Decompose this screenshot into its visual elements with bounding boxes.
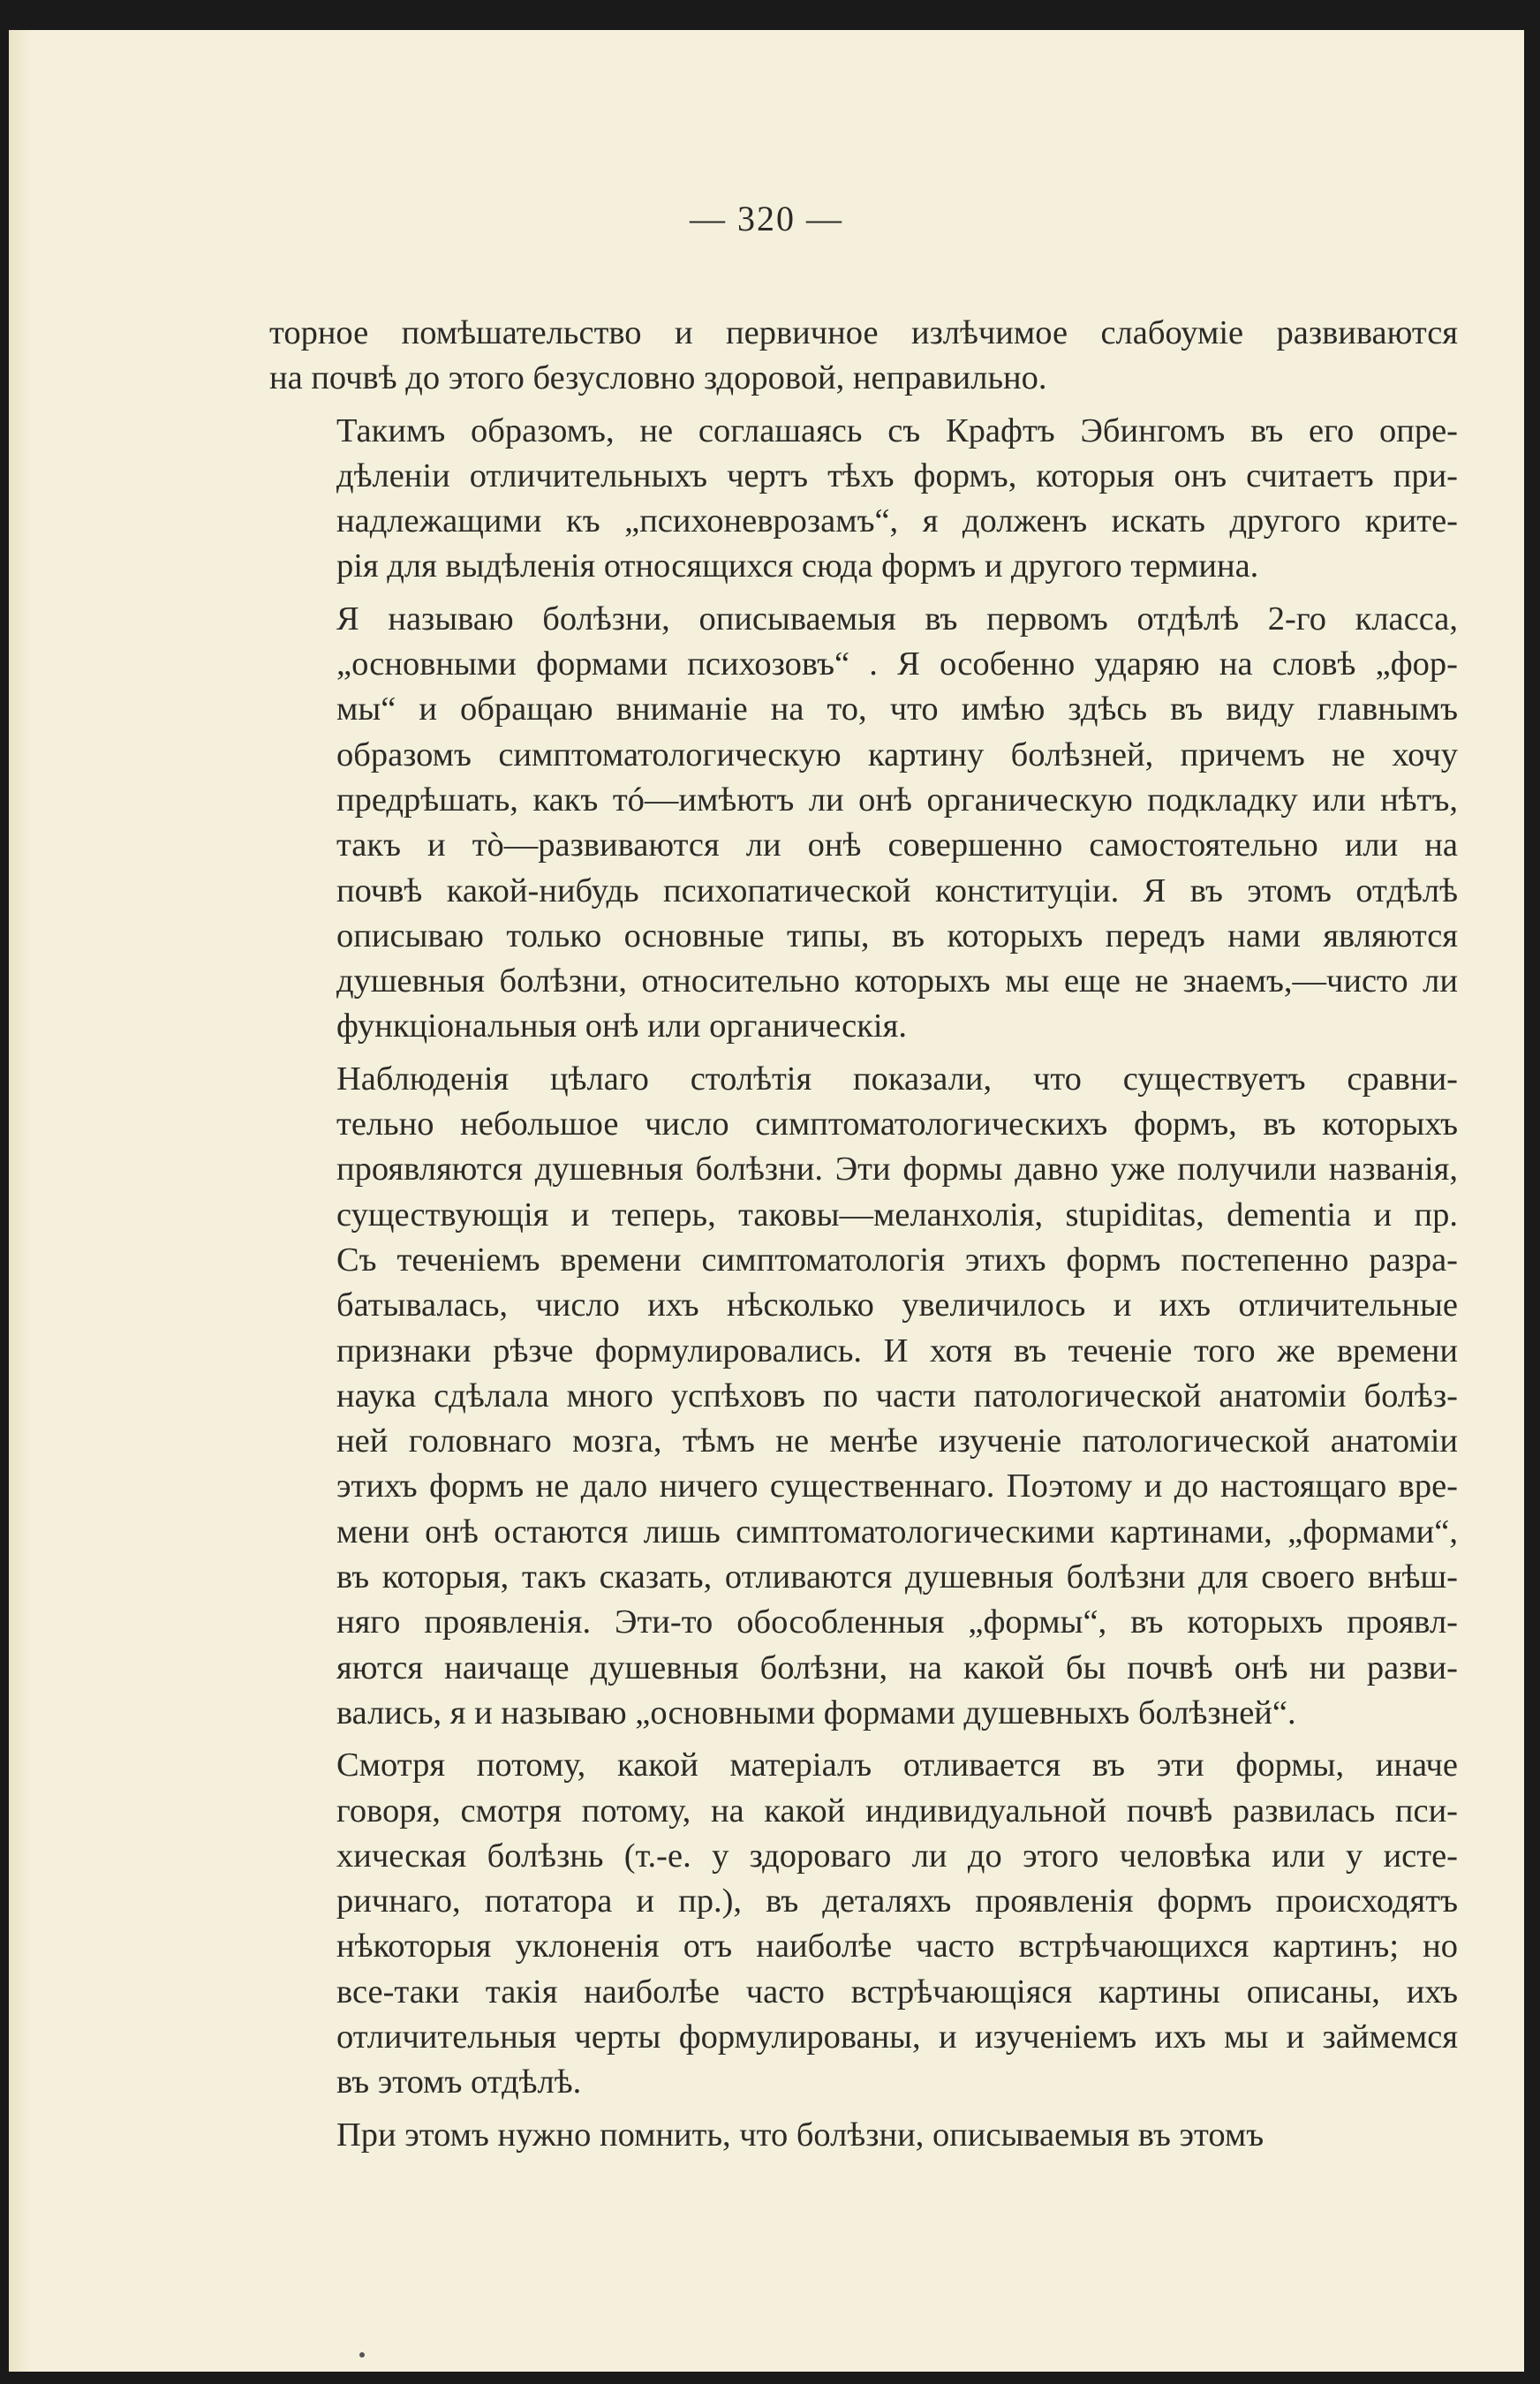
text-line: При этомъ нужно помнить, что болѣзни, описываемыя въ этомъ	[336, 2116, 1264, 2154]
text-line: предрѣшать, какъ тó—имѣютъ ли онѣ органическую подкладку или нѣтъ,	[336, 781, 1458, 819]
text-line: образомъ симптоматологическую картину болѣзней, причемъ не хочу	[336, 736, 1458, 773]
text-line: мы“ и обращаю вниманіе на то, что имѣю здѣсь въ виду главнымъ	[336, 690, 1458, 728]
text-line: надлежащими къ „психоневрозамъ“, я долженъ искать другого крите-	[336, 502, 1458, 540]
paragraph	[269, 1743, 1458, 2105]
text-line: няго проявленія. Эти-то обособленныя „формы“, въ которыхъ проявл-	[336, 1603, 1458, 1641]
text-line: существующія и теперь, таковы—меланхолія, stupiditas, dementia и пр.	[336, 1196, 1458, 1233]
text-line: батывалась, число ихъ нѣсколько увеличилось и ихъ отличительные	[336, 1286, 1458, 1324]
text-line: дѣленіи отличительныхъ чертъ тѣхъ формъ, которыя онъ считаетъ при-	[336, 456, 1458, 494]
text-line: душевныя болѣзни, относительно которыхъ мы еще не знаемъ,—чисто ли	[336, 962, 1458, 1000]
text-line: ней головнаго мозга, тѣмъ не менѣе изученіе патологической анатоміи	[336, 1422, 1458, 1460]
text-line: функціональныя онѣ или органическія.	[336, 1007, 907, 1045]
text-line: въ этомъ отдѣлѣ.	[336, 2063, 582, 2101]
text-line: рія для выдѣленія относящихся сюда формъ и другого термина.	[336, 547, 1259, 585]
page-number: — 320 —	[690, 199, 843, 238]
text-line: мени онѣ остаются лишь симптоматологическими картинами, „формами“,	[336, 1513, 1458, 1550]
text-line: Съ теченіемъ времени симптоматологія этихъ формъ постепенно разра-	[336, 1241, 1458, 1279]
text-line: этихъ формъ не дало ничего существеннаго. Поэтому и до настоящаго вре-	[336, 1467, 1458, 1505]
text-line: нѣкоторыя уклоненія отъ наиболѣе часто встрѣчающихся картинъ; но	[336, 1928, 1458, 1965]
text-line: въ которыя, такъ сказать, отливаются душевныя болѣзни для своего внѣш-	[336, 1558, 1458, 1596]
paragraph	[269, 311, 1458, 402]
text-line: вались, я и называю „основными формами душевныхъ болѣзней“.	[336, 1694, 1296, 1731]
text-line: на почвѣ до этого безусловно здоровой, неправильно.	[269, 359, 1047, 397]
paragraph	[269, 1057, 1458, 1736]
ink-speck	[359, 2352, 365, 2358]
paragraph	[269, 2113, 1458, 2158]
text-line: описываю только основные типы, въ которыхъ передъ нами являются	[336, 917, 1458, 954]
text-line: говоря, смотря потому, на какой индивидуальной почвѣ развилась пси-	[336, 1792, 1458, 1829]
paragraph	[269, 597, 1458, 1050]
text-line: признаки рѣзче формулировались. И хотя въ теченіе того же времени	[336, 1332, 1458, 1369]
text-line: наука сдѣлала много успѣховъ по части патологической анатоміи болѣз-	[336, 1377, 1458, 1415]
text-line: Такимъ образомъ, не соглашаясь съ Крафтъ Эбингомъ въ его опре-	[336, 411, 1458, 449]
text-line: такъ и тò—развиваются ли онѣ совершенно самостоятельно или на	[336, 826, 1458, 864]
text-line: Я называю болѣзни, описываемыя въ первомъ отдѣлѣ 2-го класса,	[336, 600, 1458, 637]
text-line: Наблюденія цѣлаго столѣтія показали, что существуетъ сравни-	[336, 1060, 1458, 1098]
text-line: тельно небольшое число симптоматологическихъ формъ, въ которыхъ	[336, 1105, 1458, 1143]
text-line: почвѣ какой-нибудь психопатической конституціи. Я въ этомъ отдѣлѣ	[336, 871, 1458, 909]
text-line: проявляются душевныя болѣзни. Эти формы давно уже получили названія,	[336, 1151, 1458, 1188]
text-line: хическая болѣзнь (т.-е. у здороваго ли до этого человѣка или у исте-	[336, 1837, 1458, 1875]
paragraph	[269, 409, 1458, 590]
page-sheet	[9, 30, 1524, 2372]
text-line: Смотря потому, какой матеріалъ отливается въ эти формы, иначе	[336, 1747, 1458, 1784]
text-line: яются наичаще душевныя болѣзни, на какой бы почвѣ онѣ ни разви-	[336, 1648, 1458, 1686]
text-line: торное помѣшательство и первичное излѣчимое слабоуміе развиваются	[269, 314, 1458, 351]
text-line: „основными формами психозовъ“ . Я особенно ударяю на словѣ „фор-	[336, 645, 1458, 683]
text-line: отличительныя черты формулированы, и изученіемъ ихъ мы и займемся	[336, 2018, 1458, 2056]
text-line: все-таки такія наиболѣе часто встрѣчающіяся картины описаны, ихъ	[336, 1973, 1458, 2011]
text-body	[269, 311, 1458, 2165]
text-line: ричнаго, потатора и пр.), въ деталяхъ проявленія формъ происходятъ	[336, 1882, 1458, 1920]
